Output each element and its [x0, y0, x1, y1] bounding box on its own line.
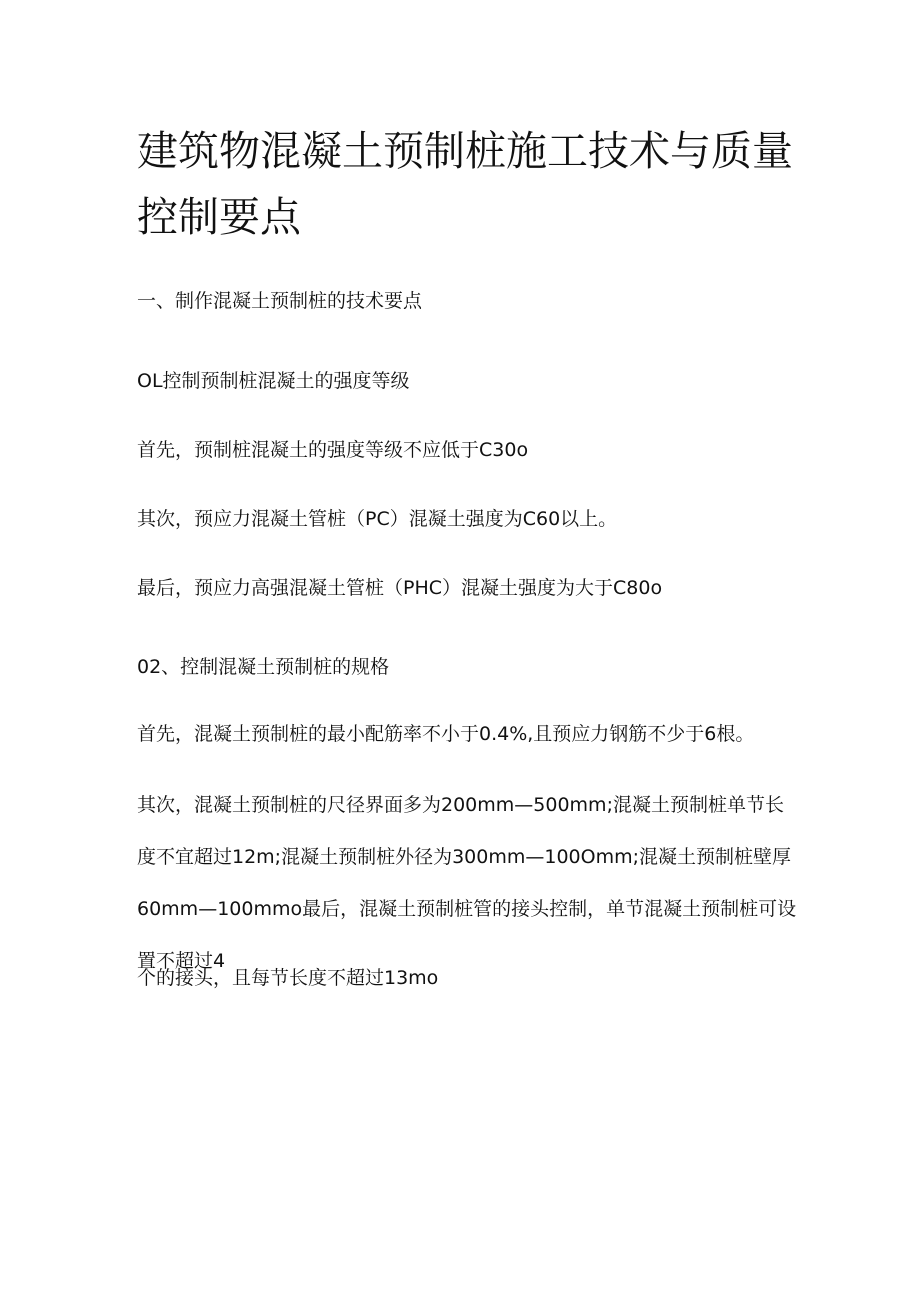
text-line: 其次，预应力混凝土管桩（PC）混凝土强度为C60以上。: [137, 508, 618, 530]
text-paragraph: 其次，混凝土预制桩的尺径界面多为200mm—500mm;混凝土预制桩单节长度不宜超过12m;混凝土预制桩外径为300mm—100Omm;混凝土预制桩壁厚60mm—100mmo最后，混凝土预制桩管的接头控制，单节混凝土预制桩可设置不超过4: [137, 794, 797, 972]
subsection-heading: OL控制预制桩混凝土的强度等级: [137, 370, 410, 392]
text-line: 首先，混凝土预制桩的最小配筋率不小于0.4%,且预应力钢筋不少于6根。: [137, 723, 755, 745]
text-line: 首先，预制桩混凝土的强度等级不应低于C30o: [137, 439, 529, 461]
text-line: 个的接头，且每节长度不超过13mo: [137, 967, 439, 989]
subsection-heading: 02、控制混凝土预制桩的规格: [137, 656, 390, 678]
section-heading: 一、制作混凝土预制桩的技术要点: [137, 290, 423, 312]
document-title: 建筑物混凝土预制桩施工技术与质量控制要点: [137, 127, 793, 241]
text-line: 最后，预应力高强混凝土管桩（PHC）混凝土强度为大于C80o: [137, 577, 663, 599]
